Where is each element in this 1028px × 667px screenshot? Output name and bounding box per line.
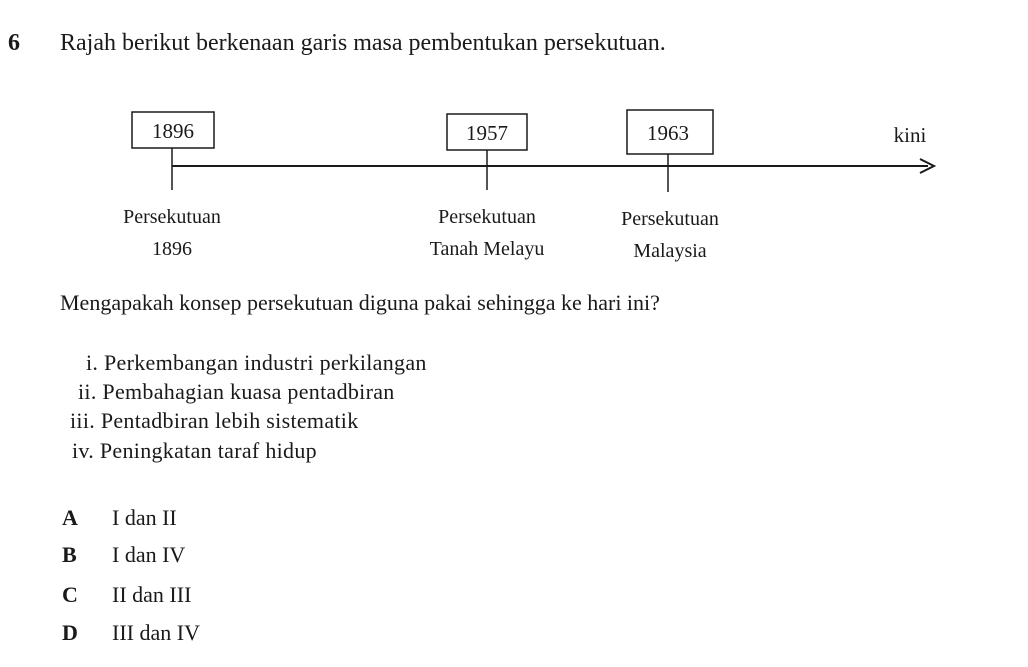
- event-label-1896-line1: Persekutuan: [123, 206, 221, 228]
- option-a-letter: A: [62, 505, 78, 530]
- statement-iv: iv. Peningkatan taraf hidup: [72, 438, 317, 463]
- option-c-letter: C: [62, 582, 78, 607]
- statement-iii: iii. Pentadbiran lebih sistematik: [70, 408, 359, 433]
- event-label-1957-line2: Tanah Melayu: [429, 238, 545, 260]
- question-stem: Rajah berikut berkenaan garis masa pembentukan persekutuan.: [60, 30, 666, 56]
- option-b-text: I dan IV: [112, 542, 186, 567]
- event-label-1896-line2: 1896: [152, 238, 192, 260]
- option-a-text: I dan II: [112, 505, 177, 530]
- option-b-letter: B: [62, 542, 77, 567]
- event-label-1963-line2: Malaysia: [633, 240, 707, 262]
- question-prompt: Mengapakah konsep persekutuan diguna pakai sehingga ke hari ini?: [60, 290, 660, 315]
- year-1957: 1957: [466, 121, 508, 145]
- option-d-text: III dan IV: [112, 620, 200, 645]
- statement-i: i. Perkembangan industri perkilangan: [86, 350, 427, 375]
- question-number: 6: [8, 30, 20, 56]
- option-c-text: II dan III: [112, 582, 192, 607]
- statement-ii: ii. Pembahagian kuasa pentadbiran: [78, 379, 395, 404]
- year-1896: 1896: [152, 119, 194, 143]
- year-1963: 1963: [647, 121, 689, 145]
- event-label-1963-line1: Persekutuan: [621, 208, 719, 230]
- option-d-letter: D: [62, 620, 78, 645]
- timeline-end-label: kini: [893, 123, 927, 147]
- timeline-diagram: [0, 0, 1028, 300]
- event-label-1957-line1: Persekutuan: [438, 206, 536, 228]
